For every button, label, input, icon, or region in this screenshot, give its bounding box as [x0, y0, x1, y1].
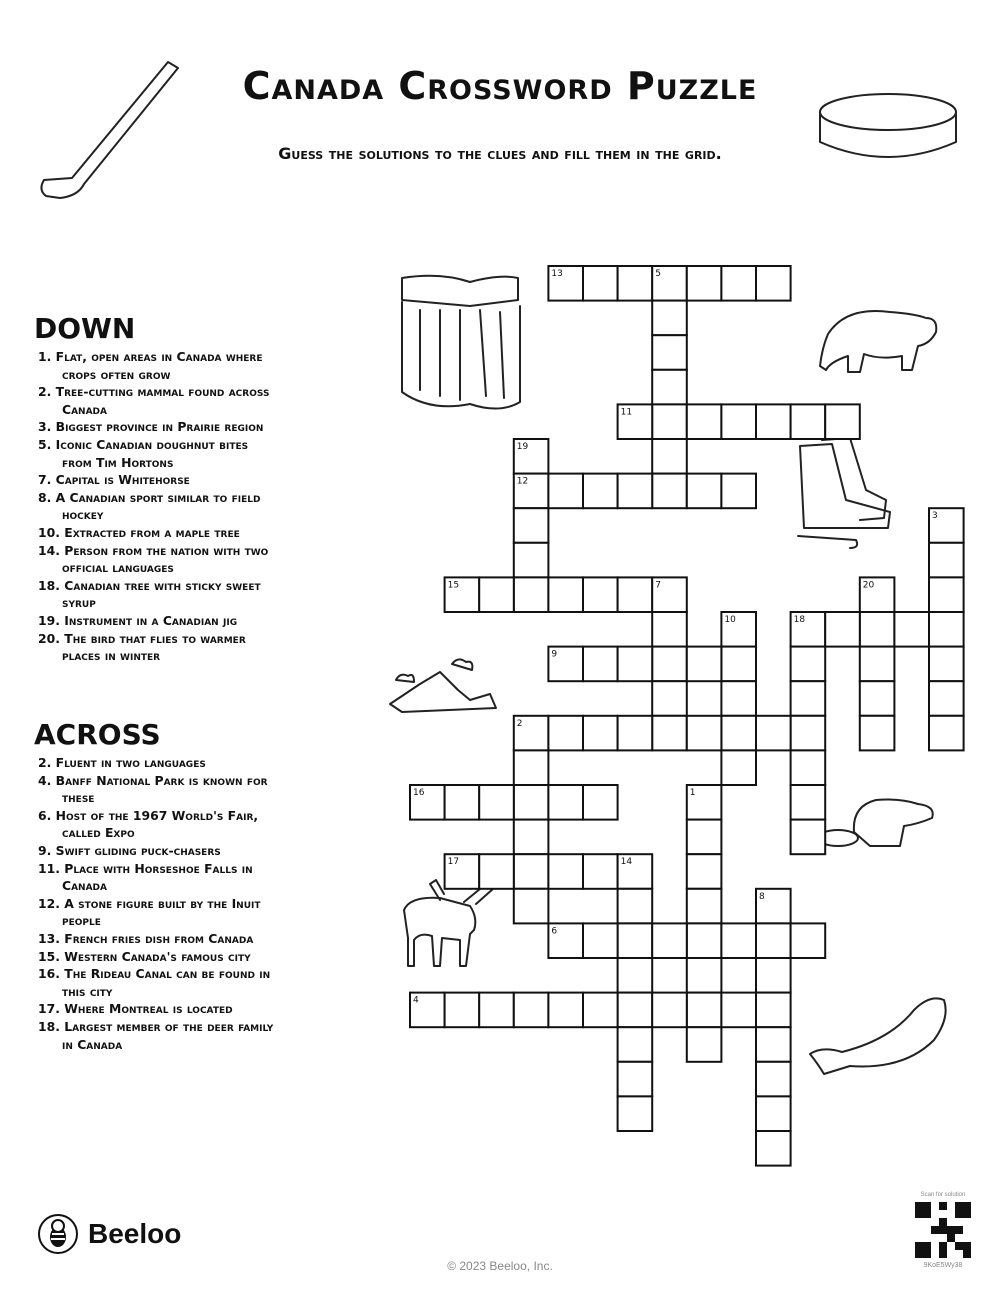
- grid-cell[interactable]: [652, 474, 687, 509]
- qr-code-icon[interactable]: [915, 1202, 971, 1258]
- grid-cell[interactable]: [583, 716, 618, 751]
- grid-cell[interactable]: [514, 889, 549, 924]
- grid-cell[interactable]: [929, 612, 964, 647]
- grid-cell[interactable]: [618, 1096, 653, 1131]
- clue-number: 15: [447, 580, 460, 591]
- grid-cell[interactable]: [652, 335, 687, 370]
- grid-cell[interactable]: [548, 577, 583, 612]
- grid-cell[interactable]: [514, 820, 549, 855]
- grid-cell[interactable]: [791, 647, 826, 682]
- grid-cell[interactable]: [479, 854, 514, 889]
- down-clue: 14. Person from the nation with two official languages: [38, 542, 269, 576]
- hockey-stick-icon: [41, 62, 178, 198]
- grid-cell[interactable]: [721, 716, 756, 751]
- grid-cell[interactable]: [687, 958, 722, 993]
- grid-cell[interactable]: [652, 439, 687, 474]
- grid-cell[interactable]: [860, 647, 895, 682]
- grid-cell[interactable]: [548, 474, 583, 509]
- grid-cell[interactable]: [929, 716, 964, 751]
- instructions: Guess the solutions to the clues and fill them in the grid.: [278, 144, 722, 163]
- grid-cell[interactable]: [687, 854, 722, 889]
- across-clue: 15. Western Canada's famous city: [38, 948, 251, 964]
- down-clue: 1. Flat, open areas in Canada where crops often grow: [38, 349, 263, 382]
- grid-cell[interactable]: [721, 923, 756, 958]
- grid-cell[interactable]: [479, 785, 514, 820]
- grid-cell[interactable]: [618, 1062, 653, 1097]
- down-clue: 8. A Canadian sport similar to field hockey: [38, 489, 261, 523]
- grid-cell[interactable]: [825, 612, 860, 647]
- whale-icon: [810, 998, 946, 1074]
- grid-cell[interactable]: [721, 474, 756, 509]
- qr-caption: Scan for solution: [920, 1192, 966, 1198]
- grid-cell[interactable]: [618, 474, 653, 509]
- grid-cell[interactable]: [514, 785, 549, 820]
- down-clue: 5. Iconic Canadian doughnut bites from Tim Hortons: [38, 436, 249, 470]
- clue-number: 16: [413, 788, 425, 798]
- grid-cell[interactable]: [721, 750, 756, 785]
- clue-number: 7: [655, 580, 661, 591]
- grid-cell[interactable]: [618, 647, 653, 682]
- grid-cell[interactable]: [687, 993, 722, 1028]
- down-clue: 20. The bird that flies to warmer places in winter: [38, 630, 246, 664]
- grid-cell[interactable]: [687, 474, 722, 509]
- clue-number: 3: [932, 511, 938, 522]
- across-clue: 13. French fries dish from Canada: [38, 930, 254, 946]
- grid-cell[interactable]: [479, 577, 514, 612]
- grid-cell[interactable]: [514, 543, 549, 578]
- grid-cell[interactable]: [548, 785, 583, 820]
- clue-number: 9: [551, 649, 558, 660]
- qr-code-id: 9KoE5Wy38: [923, 1262, 963, 1269]
- grid-cell[interactable]: [652, 681, 687, 716]
- grid-cell[interactable]: [618, 993, 653, 1028]
- grid-cell[interactable]: [756, 1027, 791, 1062]
- grid-cell[interactable]: [618, 889, 653, 924]
- grid-cell[interactable]: [583, 923, 618, 958]
- across-heading: ACROSS: [34, 718, 161, 751]
- grid-cell[interactable]: [514, 750, 549, 785]
- grid-cell[interactable]: [929, 681, 964, 716]
- grid-cell[interactable]: [445, 785, 480, 820]
- grid-cell[interactable]: [687, 404, 722, 439]
- hockey-puck-icon: [820, 94, 956, 157]
- grid-cell[interactable]: [756, 923, 791, 958]
- grid-cell[interactable]: [721, 647, 756, 682]
- down-clue: 7. Capital is Whitehorse: [38, 472, 190, 488]
- grid-cell[interactable]: [721, 404, 756, 439]
- grid-cell[interactable]: [687, 1027, 722, 1062]
- grid-cell[interactable]: [445, 993, 480, 1028]
- grid-cell[interactable]: [791, 716, 826, 751]
- page-title: Canada Crossword Puzzle: [242, 64, 758, 108]
- across-clue: 18. Largest member of the deer family in Canada: [38, 1018, 274, 1052]
- grid-cell[interactable]: [825, 404, 860, 439]
- ice-skates-icon: [798, 438, 890, 548]
- clue-number: 20: [862, 580, 875, 591]
- grid-cell[interactable]: [514, 854, 549, 889]
- grid-cell[interactable]: [687, 820, 722, 855]
- grid-cell[interactable]: [618, 266, 653, 301]
- grid-cell[interactable]: [652, 370, 687, 405]
- grid-cell[interactable]: [687, 647, 722, 682]
- across-clue: 11. Place with Horseshoe Falls in Canada: [38, 860, 253, 894]
- grid-cell[interactable]: [756, 1096, 791, 1131]
- clue-number: 18: [793, 615, 806, 625]
- clue-number: 12: [516, 476, 529, 487]
- grid-cell[interactable]: [721, 266, 756, 301]
- grid-cell[interactable]: [652, 716, 687, 751]
- grid-cell[interactable]: [548, 854, 583, 889]
- clue-number: 1: [689, 788, 696, 798]
- across-clue: 4. Banff National Park is known for these: [38, 772, 268, 806]
- clue-number: 2: [516, 718, 523, 729]
- copyright: © 2023 Beeloo, Inc.: [447, 1259, 553, 1273]
- grid-cell[interactable]: [652, 923, 687, 958]
- waterfall-icon: [402, 276, 520, 409]
- clue-number: 13: [551, 269, 563, 279]
- grid-cell[interactable]: [514, 993, 549, 1028]
- clue-number: 11: [620, 407, 633, 418]
- down-clue: 3. Biggest province in Prairie region: [38, 419, 264, 435]
- grid-cell[interactable]: [791, 750, 826, 785]
- down-heading: DOWN: [34, 312, 136, 345]
- grid-cell[interactable]: [721, 993, 756, 1028]
- polar-bear-icon: [820, 311, 936, 372]
- grid-cell[interactable]: [929, 577, 964, 612]
- grid-cell[interactable]: [929, 647, 964, 682]
- grid-cell[interactable]: [583, 854, 618, 889]
- mountain-icon: [390, 659, 496, 712]
- grid-cell[interactable]: [652, 301, 687, 336]
- grid-cell[interactable]: [652, 647, 687, 682]
- grid-cell[interactable]: [756, 1062, 791, 1097]
- grid-cell[interactable]: [791, 785, 826, 820]
- grid-cell[interactable]: [791, 681, 826, 716]
- grid-cell[interactable]: [583, 474, 618, 509]
- grid-cell[interactable]: [652, 993, 687, 1028]
- grid-cell[interactable]: [583, 647, 618, 682]
- grid-cell[interactable]: [721, 681, 756, 716]
- grid-cell[interactable]: [756, 266, 791, 301]
- clue-number: 19: [516, 442, 529, 452]
- moose-icon: [404, 880, 494, 966]
- grid-cell[interactable]: [791, 820, 826, 855]
- grid-cell[interactable]: [860, 716, 895, 751]
- bee-logo-icon: [36, 1212, 80, 1256]
- grid-cell[interactable]: [618, 958, 653, 993]
- grid-cell[interactable]: [929, 543, 964, 578]
- clue-number: 8: [759, 891, 765, 902]
- grid-cell[interactable]: [583, 577, 618, 612]
- grid-cell[interactable]: [756, 958, 791, 993]
- grid-cell[interactable]: [756, 404, 791, 439]
- grid-cell[interactable]: [860, 681, 895, 716]
- clue-number: 10: [724, 615, 736, 625]
- grid-cell[interactable]: [894, 612, 929, 647]
- down-clue: 10. Extracted from a maple tree: [38, 524, 240, 540]
- grid-cell[interactable]: [583, 785, 618, 820]
- across-clue: 17. Where Montreal is located: [38, 1001, 233, 1017]
- grid-cell[interactable]: [618, 577, 653, 612]
- grid-cell[interactable]: [618, 923, 653, 958]
- clue-number: 5: [655, 269, 661, 279]
- grid-cell[interactable]: [652, 404, 687, 439]
- grid-cell[interactable]: [514, 508, 549, 543]
- grid-cell[interactable]: [860, 612, 895, 647]
- grid-cell[interactable]: [514, 577, 549, 612]
- grid-cell[interactable]: [583, 266, 618, 301]
- grid-cell[interactable]: [791, 404, 826, 439]
- across-clue: 9. Swift gliding puck-chasers: [38, 842, 221, 858]
- clue-number: 14: [620, 857, 633, 868]
- grid-cell[interactable]: [791, 923, 826, 958]
- grid-cell[interactable]: [756, 716, 791, 751]
- across-clue: 6. Host of the 1967 World's Fair, called Expo: [38, 807, 259, 841]
- grid-cell[interactable]: [756, 1131, 791, 1166]
- grid-cell[interactable]: [687, 716, 722, 751]
- down-clue: 19. Instrument in a Canadian jig: [38, 612, 238, 628]
- grid-cell[interactable]: [687, 923, 722, 958]
- brand-logo: [36, 1212, 181, 1256]
- grid-cell[interactable]: [652, 612, 687, 647]
- grid-cell[interactable]: [756, 993, 791, 1028]
- clue-number: 4: [413, 995, 419, 1006]
- clue-number: 17: [447, 857, 460, 868]
- across-clue: 16. The Rideau Canal can be found in this city: [38, 966, 271, 999]
- across-clue: 12. A stone figure built by the Inuit people: [38, 895, 261, 929]
- beaver-icon: [818, 800, 933, 847]
- grid-cell[interactable]: [548, 716, 583, 751]
- grid-cell[interactable]: [618, 1027, 653, 1062]
- grid-cell[interactable]: [583, 993, 618, 1028]
- down-clue: 2. Tree-cutting mammal found across Canada: [38, 384, 270, 417]
- clue-number: 6: [551, 926, 558, 937]
- grid-cell[interactable]: [548, 993, 583, 1028]
- across-clue: 2. Fluent in two languages: [38, 755, 206, 770]
- brand-name: Beeloo: [88, 1218, 182, 1249]
- down-clue: 18. Canadian tree with sticky sweet syrup: [38, 577, 261, 611]
- grid-cell[interactable]: [479, 993, 514, 1028]
- grid-cell[interactable]: [687, 889, 722, 924]
- grid-cell[interactable]: [687, 266, 722, 301]
- grid-cell[interactable]: [618, 716, 653, 751]
